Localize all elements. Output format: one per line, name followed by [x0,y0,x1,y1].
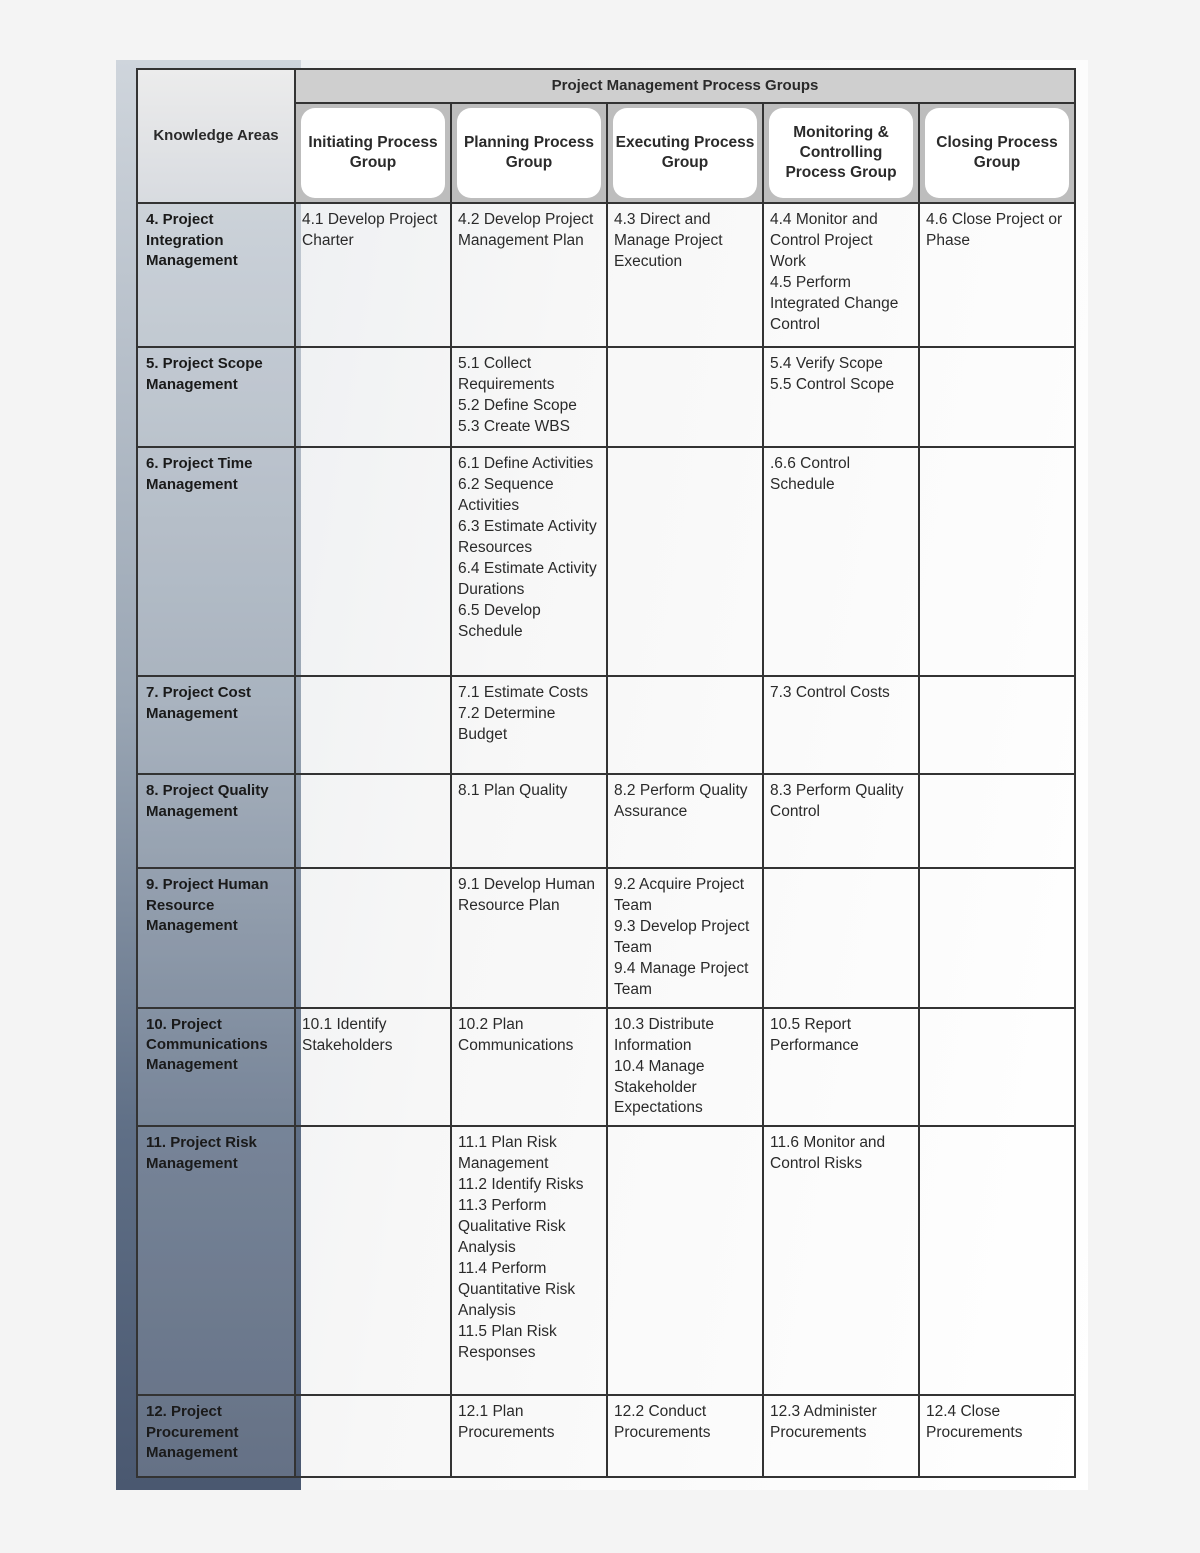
process-cell-executing [607,447,763,676]
process-item: 7.2 Determine Budget [458,705,556,744]
process-cell-monitoring [763,676,919,774]
knowledge-area-label: 7. Project Cost Management [146,684,252,722]
table-row [137,676,1075,774]
process-cell-planning [451,1126,607,1395]
table-row [137,1395,1075,1477]
process-item: 8.1 Plan Quality [458,782,568,800]
knowledge-area-cell [137,347,295,447]
knowledge-area-cell [137,447,295,676]
process-cell-executing [607,1008,763,1127]
process-item: 6.4 Estimate Activity Durations [458,559,597,598]
process-item: 10.2 Plan Communications [458,1015,574,1054]
process-cell-monitoring [763,1008,919,1127]
process-item: 11.2 Identify Risks [458,1176,584,1194]
process-item: 5.2 Define Scope [458,397,577,415]
group-header-initiating: Initiating Process Group [295,103,451,203]
process-item: 5.3 Create WBS [458,418,570,436]
process-item: 4.5 Perform Integrated Change Control [770,274,899,333]
process-cell-planning [451,347,607,447]
process-cell-closing [919,868,1075,1008]
process-cell-monitoring [763,868,919,1008]
process-item: 12.1 Plan Procurements [458,1403,555,1442]
process-item: 5.5 Control Scope [770,376,895,394]
group-header-closing: Closing Process Group [919,103,1075,203]
process-item: .6.6 Control Schedule [770,455,851,494]
process-cell-closing [919,203,1075,347]
process-item: 9.4 Manage Project Team [614,959,749,998]
knowledge-area-label: 4. Project Integration Management [146,211,238,269]
table-row [137,347,1075,447]
process-item: 6.1 Define Activities [458,455,594,473]
process-cell-closing [919,347,1075,447]
process-item: 5.1 Collect Requirements [458,355,555,394]
process-item: 4.4 Monitor and Control Project Work [770,211,878,271]
process-cell-planning [451,203,607,347]
process-item: 4.3 Direct and Manage Project Execution [614,211,723,271]
table-body [137,203,1075,1477]
process-item: 12.2 Conduct Procurements [614,1403,711,1442]
table-row [137,203,1075,347]
process-cell-executing [607,203,763,347]
knowledge-area-cell [137,1008,295,1127]
process-item: 10.5 Report Performance [770,1015,859,1054]
process-cell-initiating [295,676,451,774]
knowledge-area-cell [137,1126,295,1395]
process-item: 4.6 Close Project or Phase [926,211,1063,250]
process-item: 6.5 Develop Schedule [458,601,541,640]
process-item: 11.5 Plan Risk Responses [458,1322,557,1361]
process-cell-initiating [295,774,451,868]
process-item: 11.6 Monitor and Control Risks [770,1134,886,1173]
process-cell-closing [919,1395,1075,1477]
process-cell-monitoring [763,203,919,347]
group-header-monitoring: Monitoring & Controlling Process Group [763,103,919,203]
process-cell-executing [607,868,763,1008]
knowledge-area-label: 11. Project Risk Management [146,1134,257,1172]
knowledge-area-label: 12. Project Procurement Management [146,1403,239,1461]
process-cell-initiating [295,1008,451,1127]
process-cell-closing [919,676,1075,774]
process-cell-initiating [295,347,451,447]
process-cell-planning [451,774,607,868]
knowledge-area-label: 8. Project Quality Management [146,782,269,820]
knowledge-area-cell [137,1395,295,1477]
process-item: 9.1 Develop Human Resource Plan [458,876,595,915]
knowledge-area-label: 6. Project Time Management [146,455,253,493]
process-item: 11.3 Perform Qualitative Risk Analysis [458,1197,566,1256]
knowledge-area-cell [137,868,295,1008]
knowledge-area-cell [137,774,295,868]
process-item: 6.3 Estimate Activity Resources [458,518,597,556]
group-header-planning: Planning Process Group [451,103,607,203]
table-row [137,447,1075,676]
process-cell-monitoring [763,1126,919,1395]
process-item: 8.2 Perform Quality Assurance [614,782,748,821]
process-cell-executing [607,1126,763,1395]
knowledge-area-cell [137,203,295,347]
process-item: 6.2 Sequence Activities [458,476,554,515]
process-item: 4.1 Develop Project Charter [302,211,438,250]
process-cell-monitoring [763,447,919,676]
process-cell-planning [451,1395,607,1477]
process-cell-planning [451,1008,607,1127]
process-cell-planning [451,676,607,774]
process-cell-initiating [295,447,451,676]
process-cell-initiating [295,1395,451,1477]
process-cell-initiating [295,1126,451,1395]
process-item: 7.3 Control Costs [770,684,890,702]
process-groups-title: Project Management Process Groups [295,69,1075,103]
process-cell-monitoring [763,774,919,868]
knowledge-area-cell [137,676,295,774]
process-item: 10.3 Distribute Information [614,1015,714,1054]
table-row [137,1008,1075,1127]
process-cell-executing [607,1395,763,1477]
process-item: 10.4 Manage Stakeholder Expectations [614,1057,705,1117]
process-item: 11.1 Plan Risk Management [458,1134,557,1173]
process-cell-executing [607,676,763,774]
process-groups-table [136,68,1076,1478]
process-cell-executing [607,347,763,447]
process-cell-monitoring [763,347,919,447]
process-cell-closing [919,774,1075,868]
process-cell-closing [919,447,1075,676]
process-item: 12.4 Close Procurements [926,1403,1023,1442]
table-row [137,1126,1075,1395]
process-item: 12.3 Administer Procurements [770,1403,877,1442]
process-cell-planning [451,868,607,1008]
process-item: 4.2 Develop Project Management Plan [458,211,594,250]
process-cell-planning [451,447,607,676]
process-item: 5.4 Verify Scope [770,355,883,373]
process-item: 9.3 Develop Project Team [614,918,750,957]
process-item: 10.1 Identify Stakeholders [302,1015,393,1054]
group-header-executing: Executing Process Group [607,103,763,203]
table-row [137,774,1075,868]
process-cell-closing [919,1126,1075,1395]
process-cell-executing [607,774,763,868]
process-item: 8.3 Perform Quality Control [770,782,904,821]
process-cell-monitoring [763,1395,919,1477]
process-cell-initiating [295,203,451,347]
process-item: 11.4 Perform Quantitative Risk Analysis [458,1259,576,1319]
knowledge-area-label: 10. Project Communications Management [146,1015,268,1074]
knowledge-areas-header: Knowledge Areas [137,69,295,203]
knowledge-area-label: 5. Project Scope Management [146,355,263,393]
table-row [137,868,1075,1008]
process-item: 9.2 Acquire Project Team [614,876,745,915]
process-cell-closing [919,1008,1075,1127]
knowledge-area-label: 9. Project Human Resource Management [146,876,269,934]
process-cell-initiating [295,868,451,1008]
process-item: 7.1 Estimate Costs [458,684,589,702]
